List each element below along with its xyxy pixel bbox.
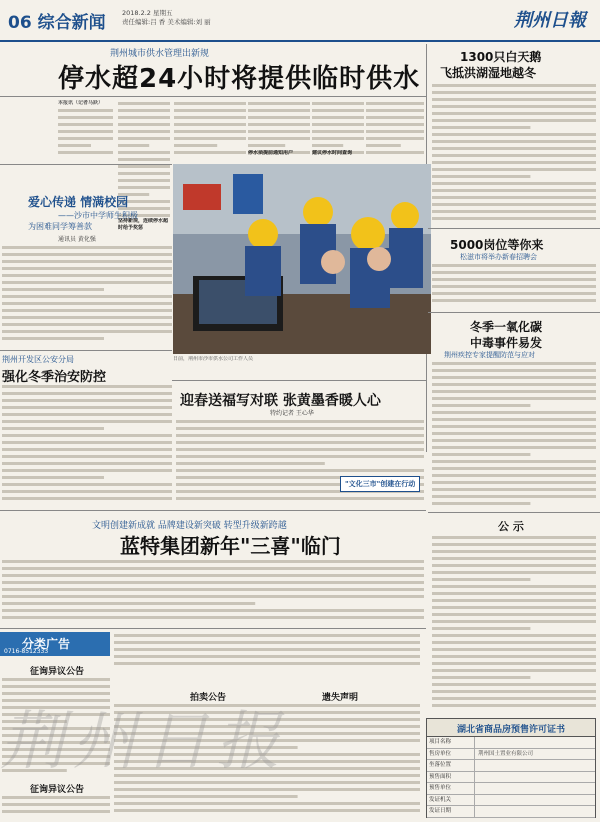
table-cell-label: 预售面积 bbox=[427, 772, 475, 783]
lante-body bbox=[2, 558, 424, 626]
love-body bbox=[2, 244, 172, 344]
table-cell-label: 发证机关 bbox=[427, 795, 475, 806]
table-cell-label: 发证日期 bbox=[427, 806, 475, 817]
text-lines-texture bbox=[114, 632, 420, 668]
love-title: 爱心传递 情满校园 bbox=[28, 195, 129, 209]
notice-title: 公 示 bbox=[498, 520, 524, 533]
jobs-body bbox=[432, 262, 596, 308]
table-row bbox=[427, 760, 595, 772]
text-lines-texture bbox=[432, 360, 596, 508]
table-cell-value bbox=[475, 772, 478, 783]
jobs-subtitle: 松滋市将举办新春招聘会 bbox=[460, 253, 537, 261]
table-cell-label: 预售单位 bbox=[427, 783, 475, 794]
table-cell-value bbox=[475, 737, 478, 748]
safety-body bbox=[2, 383, 172, 508]
classified-bottom-body bbox=[114, 702, 420, 818]
lante-kicker: 文明创建新成就 品牌建设新突破 转型升级新跨越 bbox=[92, 521, 287, 531]
notice-body bbox=[432, 534, 596, 710]
lead-table-heading: 建议停水时间查询 bbox=[312, 150, 353, 156]
table-row bbox=[427, 749, 595, 761]
lead-body-col1 bbox=[58, 100, 113, 160]
table-row bbox=[427, 737, 595, 749]
table-cell-value bbox=[475, 795, 478, 806]
table-cell-value bbox=[475, 783, 478, 794]
lante-title: 蓝特集团新年"三喜"临门 bbox=[120, 534, 341, 558]
text-lines-texture bbox=[432, 534, 596, 710]
love-subtitle-1: ——沙市中学师生积极 bbox=[58, 211, 138, 220]
classified-ad-1-title: 征询异议公告 bbox=[30, 667, 85, 677]
text-lines-texture bbox=[2, 244, 172, 344]
lead-headline: 停水超24小时将提供临时供水 bbox=[58, 64, 421, 94]
classified-ad-3-title: 拍卖公告 bbox=[190, 693, 227, 703]
co-title-2: 中毒事件易发 bbox=[470, 336, 543, 350]
classified-ad-1-body bbox=[2, 676, 110, 776]
classified-ad-2-title: 征询异议公告 bbox=[30, 785, 85, 795]
table-row bbox=[427, 772, 595, 784]
classified-ad-2-body bbox=[2, 794, 110, 818]
lead-body-col3 bbox=[174, 100, 246, 162]
text-lines-texture bbox=[2, 676, 110, 776]
classified-top-body bbox=[114, 632, 420, 668]
news-photo bbox=[173, 164, 431, 354]
co-body bbox=[432, 360, 596, 508]
swan-title-1: 1300只白天鹅 bbox=[460, 50, 542, 64]
text-lines-texture bbox=[432, 262, 596, 308]
table-cell-value: 荆州国土置业有限公司 bbox=[478, 750, 534, 757]
table-cell-value bbox=[475, 760, 478, 771]
table-row bbox=[427, 783, 595, 795]
workers-photo-illustration bbox=[173, 164, 431, 354]
safety-title: 强化冬季治安防控 bbox=[2, 370, 107, 385]
photo-caption: 日前，荆州市沙市供水公司工作人员 bbox=[173, 356, 254, 362]
text-lines-texture bbox=[176, 418, 424, 506]
text-lines-texture bbox=[58, 100, 113, 160]
table-cell-label: 售房单位 bbox=[427, 749, 475, 760]
co-title-1: 冬季一氧化碳 bbox=[470, 320, 543, 334]
jobs-title: 5000岗位等你来 bbox=[450, 238, 544, 252]
issue-date: 2018.2.2 星期五 bbox=[122, 9, 173, 17]
presale-license-table bbox=[426, 718, 596, 818]
text-lines-texture bbox=[114, 702, 420, 818]
lead-byline: 本报讯（记者马跃） bbox=[58, 100, 104, 106]
text-lines-texture bbox=[2, 794, 110, 818]
table-cell-value bbox=[475, 806, 478, 817]
lead-kicker: 荆州城市供水管理出新规 bbox=[110, 49, 210, 59]
text-lines-texture bbox=[2, 558, 424, 626]
table-row bbox=[427, 795, 595, 807]
watermark-text: 荆州日报 bbox=[0, 705, 288, 779]
love-subtitle-2: 为困难同学筹善款 bbox=[28, 222, 92, 231]
classified-title: 分类广告 bbox=[22, 637, 71, 651]
table-title: 湖北省商品房预售许可证书 bbox=[427, 719, 595, 737]
welfare-title: 迎春送福写对联 张黄墨香暖人心 bbox=[180, 393, 381, 409]
lead-subhead-1: 坚持新规，连续停水超时给予奖惩 bbox=[118, 218, 169, 230]
header-meta bbox=[122, 9, 242, 27]
love-byline: 通讯员 黄化强 bbox=[58, 236, 96, 243]
text-lines-texture bbox=[432, 82, 596, 222]
classified-phone: 0716-8512333 bbox=[4, 648, 49, 655]
newspaper-logo: 荆州日報 bbox=[514, 10, 586, 31]
text-lines-texture bbox=[2, 383, 172, 508]
editor-credits: 责任编辑:吕 香 美术编辑:刘 丽 bbox=[122, 18, 211, 26]
text-lines-texture bbox=[174, 100, 246, 162]
culture-tag: "文化三市"创建在行动 bbox=[340, 476, 420, 492]
page-number-section: 06 综合新闻 bbox=[8, 13, 106, 33]
table-cell-label: 坐落位置 bbox=[427, 760, 475, 771]
welfare-byline: 特约记者 王心华 bbox=[270, 410, 314, 417]
swan-title-2: 飞抵洪湖湿地越冬 bbox=[440, 66, 537, 80]
lead-subhead-2: 停水须提前通知用户 bbox=[248, 150, 294, 156]
safety-kicker: 荆州开发区公安分局 bbox=[2, 355, 74, 364]
welfare-body bbox=[176, 418, 424, 506]
table-cell-label: 项目名称 bbox=[427, 737, 475, 748]
swan-body bbox=[432, 82, 596, 222]
table-row bbox=[427, 806, 595, 818]
page-header bbox=[0, 0, 600, 42]
classified-banner bbox=[0, 632, 110, 656]
co-subtitle: 荆州疾控专家提醒防范与应对 bbox=[444, 351, 535, 359]
classified-ad-4-title: 遗失声明 bbox=[322, 693, 359, 703]
